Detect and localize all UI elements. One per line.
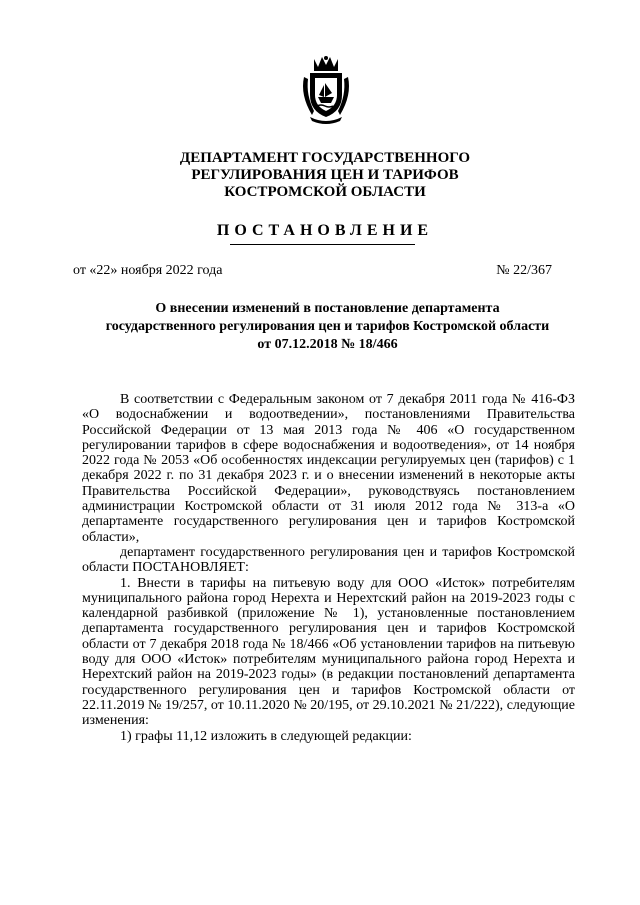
body-paragraph-preamble: В соответствии с Федеральным законом от 7 декабря 2011 года № 416-ФЗ «О водоснабжении и водоотведении», постановлениями Правительства Российской Федерации от 13 мая 2013 года № 406 «О государственном регулировании тарифов в сфере водоснабжения и водоотведения», от 14 ноября 2022 года № 2053 «Об особенностях индексации регулируемых цен (тарифов) с 1 декабря 2022 г. по 31 декабря 2023 г. и о внесении изменений в некоторые акты Правительства Российской Федерации», руководствуясь постановлением администрации Костромской области от 31 июля 2012 года № 313-а «О департаменте государственного регулирования цен и тарифов Костромской области», xyxy=(82,392,575,545)
title-underline xyxy=(230,244,415,245)
body-paragraph-resolves: департамент государственного регулирования цен и тарифов Костромской области ПОСТАНОВЛЯЕТ: xyxy=(82,544,575,576)
department-line-2: РЕГУЛИРОВАНИЯ ЦЕН И ТАРИФОВ xyxy=(191,167,459,183)
document-type-title: ПОСТАНОВЛЕНИЕ xyxy=(216,222,434,239)
department-line-3: КОСТРОМСКОЙ ОБЛАСТИ xyxy=(224,184,426,200)
document-subject xyxy=(70,300,585,354)
subject-line-3: от 07.12.2018 № 18/466 xyxy=(257,337,398,352)
department-heading xyxy=(120,150,530,210)
body-paragraph-subitem-1: 1) графы 11,12 изложить в следующей редакции: xyxy=(120,728,412,744)
body-paragraph-item-1: 1. Внести в тарифы на питьевую воду для ООО «Исток» потребителям муниципального района город Нерехта и Нерехтский район на 2019-2023 годы с календарной разбивкой (приложение № 1), установленные постановлением департамента государственного регулирования цен и тарифов Костромской области от 7 декабря 2018 года № 18/466 «Об установлении тарифов на питьевую воду для ООО «Исток» потребителям муниципального района город Нерехта и Нерехтский район на 2019-2023 годы» (в редакции постановлений департамента государственного регулирования цен и тарифов Костромской области от 22.11.2019 № 19/257, от 10.11.2020 № 20/195, от 29.10.2021 № 21/222), следующие изменения: xyxy=(82,575,575,729)
department-line-1: ДЕПАРТАМЕНТ ГОСУДАРСТВЕННОГО xyxy=(179,150,471,166)
subject-line-2: государственного регулирования цен и тарифов Костромской области xyxy=(105,319,550,334)
subject-line-1: О внесении изменений в постановление департамента xyxy=(155,301,500,316)
document-date: от «22» ноября 2022 года xyxy=(73,263,223,278)
document-number: № 22/367 xyxy=(496,263,552,278)
document-body xyxy=(82,392,575,744)
kostroma-coat-of-arms-icon xyxy=(296,55,356,125)
